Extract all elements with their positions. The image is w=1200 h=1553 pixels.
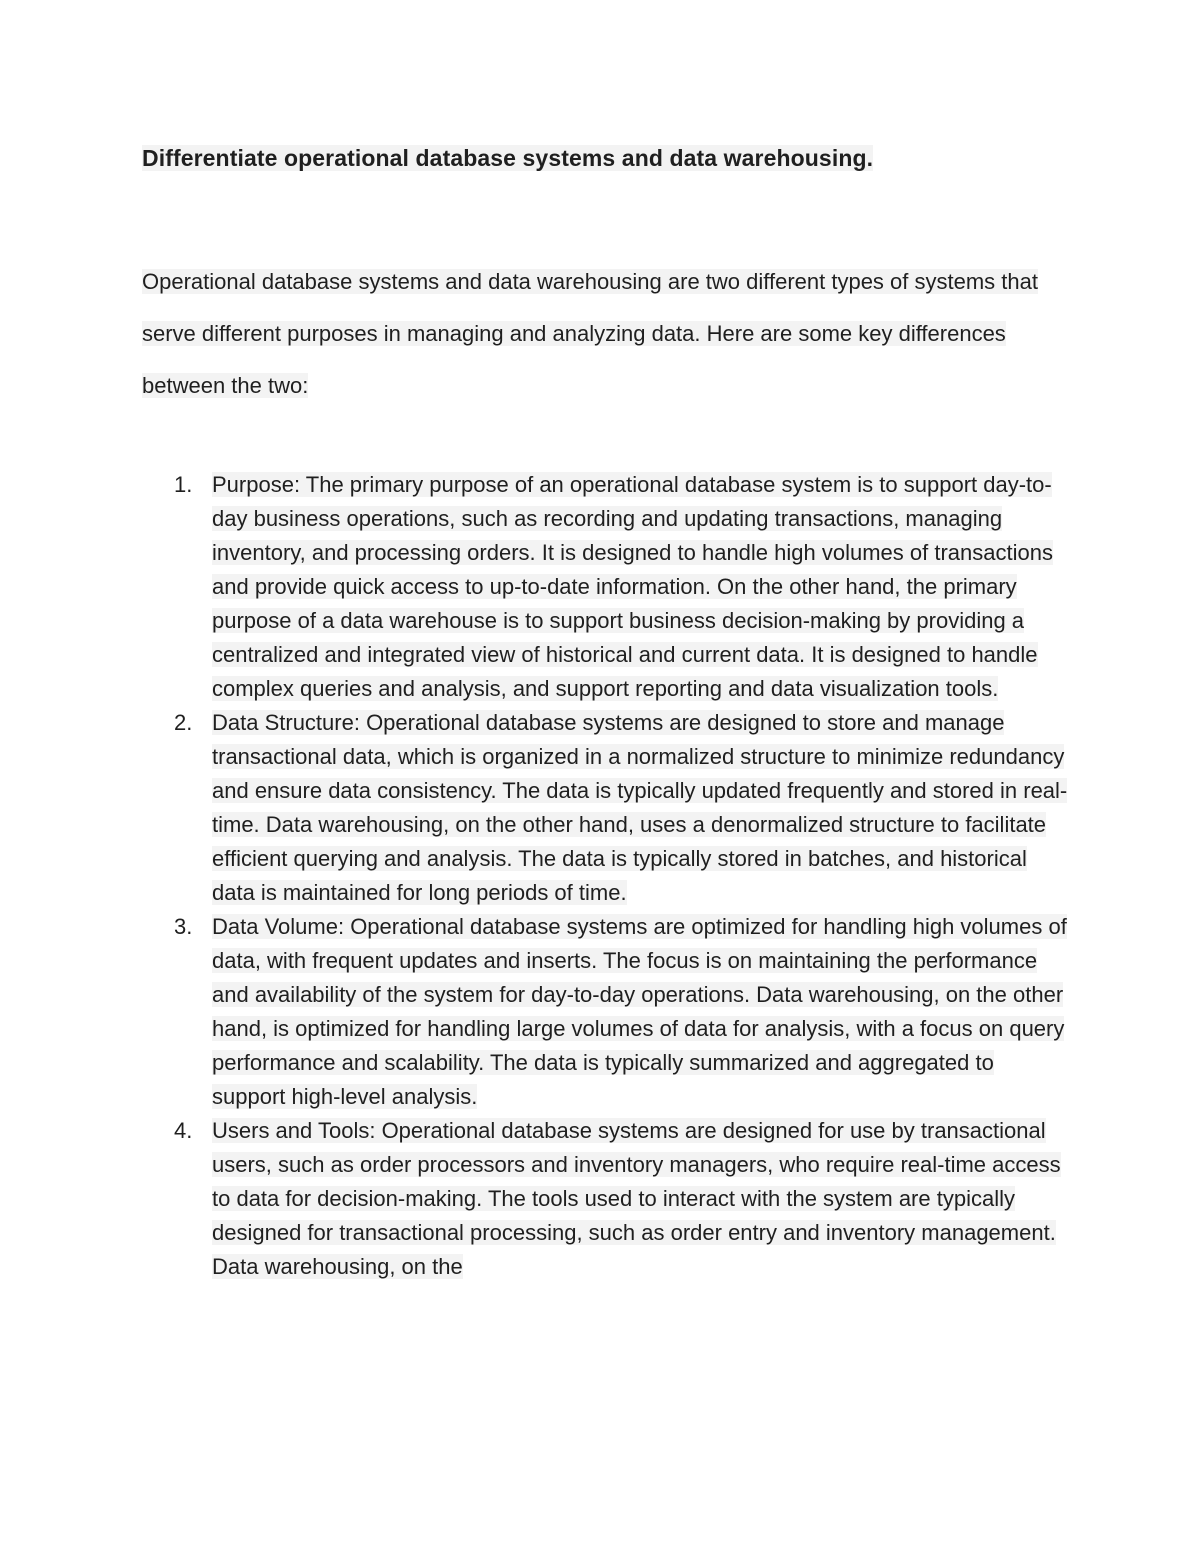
list-item xyxy=(142,1114,1072,1284)
list-item xyxy=(142,910,1072,1114)
list-item-text: Data Volume: Operational database systems are optimized for handling high volumes of data, with frequent updates and inserts. The focus is on maintaining the performance and availability of the system for day-to-day operations. Data warehousing, on the other hand, is optimized for handling large volumes of data for analysis, with a focus on query performance and scalability. The data is typically summarized and aggregated to support high-level analysis. xyxy=(212,914,1067,1109)
list-item xyxy=(142,468,1072,706)
intro-paragraph xyxy=(142,256,1042,412)
list-item-number: 1. xyxy=(174,472,193,497)
list-item-text: Users and Tools: Operational database systems are designed for use by transactional users, such as order processors and inventory managers, who require real-time access to data for decision-making. The tools used to interact with the system are typically designed for transactional processing, such as order entry and inventory management. Data warehousing, on the xyxy=(212,1118,1061,1279)
list-item-number: 4. xyxy=(174,1118,193,1143)
differences-list xyxy=(142,468,1072,1284)
page-title xyxy=(142,140,873,176)
title-text: Differentiate operational database systems and data warehousing. xyxy=(142,145,874,171)
intro-text: Operational database systems and data warehousing are two different types of systems that serve different purposes in managing and analyzing data. Here are some key differences between the two: xyxy=(142,269,1038,398)
list-item xyxy=(142,706,1072,910)
list-item-text: Data Structure: Operational database systems are designed to store and manage transactional data, which is organized in a normalized structure to minimize redundancy and ensure data consistency. The data is typically updated frequently and stored in real-time. Data warehousing, on the other hand, uses a denormalized structure to facilitate efficient querying and analysis. The data is typically stored in batches, and historical data is maintained for long periods of time. xyxy=(212,710,1068,905)
list-item-number: 3. xyxy=(174,914,193,939)
list-item-number: 2. xyxy=(174,710,193,735)
list-item-text: Purpose: The primary purpose of an operational database system is to support day-to-day business operations, such as recording and updating transactions, managing inventory, and processing orders. It is designed to handle high volumes of transactions and provide quick access to up-to-date information. On the other hand, the primary purpose of a data warehouse is to support business decision-making by providing a centralized and integrated view of historical and current data. It is designed to handle complex queries and analysis, and support reporting and data visualization tools. xyxy=(212,472,1053,701)
